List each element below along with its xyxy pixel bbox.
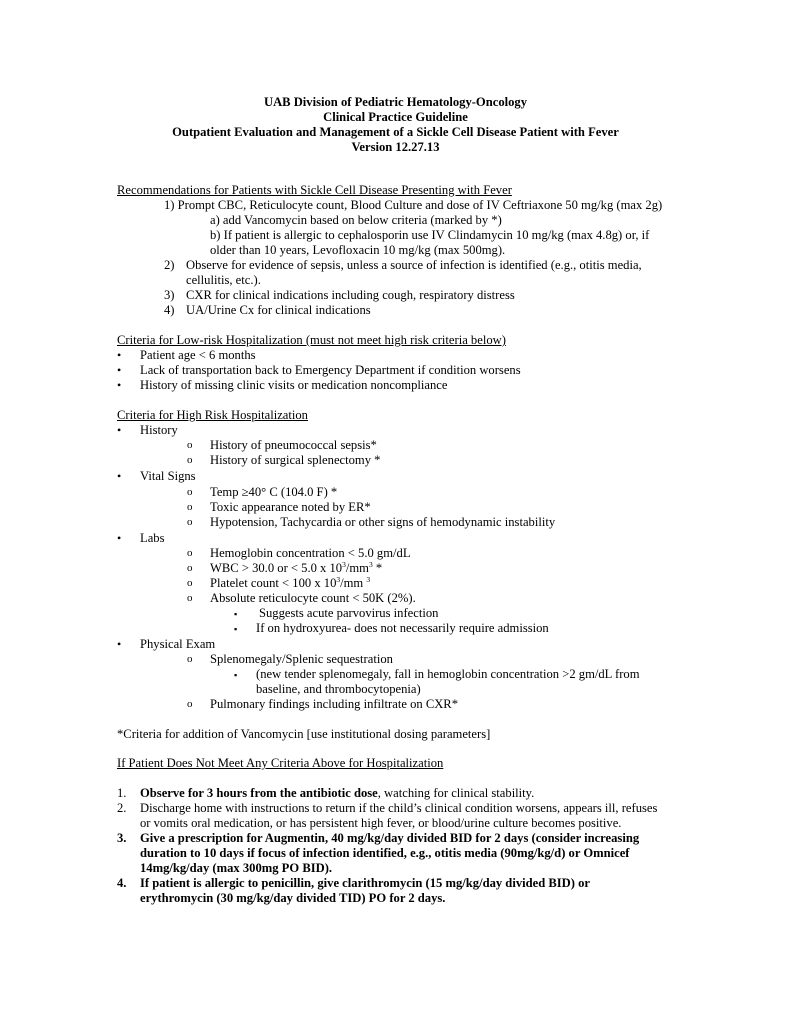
history-item: History of pneumococcal sepsis*	[210, 438, 377, 452]
recommendation-2-number: 2)	[164, 258, 175, 272]
discharge-1	[140, 786, 534, 801]
square-bullet-icon: ▪	[234, 609, 238, 619]
recommendation-1b-line1: b) If patient is allergic to cephalosporin use IV Clindamycin 10 mg/kg (max 4.8g) or, if	[210, 228, 650, 242]
platelet-unit-superscript: 3	[366, 575, 371, 584]
bullet-icon: •	[117, 348, 122, 362]
wbc-unit-superscript: 3	[368, 560, 373, 569]
reticulocyte-note: If on hydroxyurea- does not necessarily require admission	[256, 621, 549, 635]
high-risk-heading: Criteria for High Risk Hospitalization	[117, 408, 308, 422]
wbc-text: WBC > 30.0 or < 5.0 x 10	[210, 561, 343, 575]
discharge-4-line2: erythromycin (30 mg/kg/day divided TID) PO for 2 days.	[140, 891, 446, 905]
header-title: Outpatient Evaluation and Management of a Sickle Cell Disease Patient with Fever	[172, 125, 619, 139]
recommendation-1a: a) add Vancomycin based on below criteria (marked by *)	[210, 213, 502, 227]
square-bullet-icon: ▪	[234, 624, 238, 634]
discharge-3-line1: Give a prescription for Augmentin, 40 mg/kg/day divided BID for 2 days (consider increasing	[140, 831, 640, 845]
recommendation-2-line1: Observe for evidence of sepsis, unless a source of infection is identified (e.g., otitis media,	[186, 258, 642, 272]
circle-bullet-icon: o	[187, 592, 193, 604]
vital-signs-item: Hypotension, Tachycardia or other signs of hemodynamic instability	[210, 515, 556, 529]
circle-bullet-icon: o	[187, 439, 193, 451]
exam-spleen-detail-line2: baseline, and thrombocytopenia)	[256, 682, 421, 696]
platelet-superscript: 3	[336, 575, 341, 584]
low-risk-item: Patient age < 6 months	[140, 348, 256, 362]
labs-hemoglobin: Hemoglobin concentration < 5.0 gm/dL	[210, 546, 411, 560]
bullet-icon: •	[117, 531, 122, 545]
discharge-4-line1: If patient is allergic to penicillin, give clarithromycin (15 mg/kg/day divided BID) or	[140, 876, 590, 890]
discharge-3-line2: duration to 10 days if focus of infection identified, e.g., otitis media (90mg/kg/d) or Omnicef	[140, 846, 630, 860]
exam-pulmonary: Pulmonary findings including infiltrate on CXR*	[210, 697, 459, 711]
exam-spleen-detail-line1: (new tender splenomegaly, fall in hemoglobin concentration >2 gm/dL from	[256, 667, 640, 681]
labs-label: Labs	[140, 531, 165, 545]
circle-bullet-icon: o	[187, 562, 193, 574]
discharge-4-number: 4.	[117, 876, 127, 890]
circle-bullet-icon: o	[187, 516, 193, 528]
circle-bullet-icon: o	[187, 486, 193, 498]
physical-exam-label: Physical Exam	[140, 637, 216, 651]
recommendations-heading: Recommendations for Patients with Sickle Cell Disease Presenting with Fever	[117, 183, 512, 197]
history-item: History of surgical splenectomy *	[210, 453, 381, 467]
bullet-icon: •	[117, 637, 122, 651]
low-risk-heading: Criteria for Low-risk Hospitalization (must not meet high risk criteria below)	[117, 333, 506, 347]
recommendation-1b-line2: older than 10 years, Levofloxacin 10 mg/kg (max 500mg).	[210, 243, 506, 257]
header-division: UAB Division of Pediatric Hematology-Oncology	[263, 95, 528, 109]
wbc-superscript: 3	[342, 560, 346, 569]
wbc-unit: /mm	[345, 561, 369, 575]
platelet-unit: /mm	[340, 576, 367, 590]
circle-bullet-icon: o	[187, 454, 193, 466]
discharge-3-line3: 14mg/kg/day (max 300mg PO BID).	[140, 861, 333, 875]
low-risk-item: Lack of transportation back to Emergency Department if condition worsens	[140, 363, 521, 377]
discharge-1-number: 1.	[117, 786, 127, 800]
recommendation-2-line2: cellulitis, etc.).	[186, 273, 261, 287]
low-risk-item: History of missing clinic visits or medication noncompliance	[140, 378, 448, 392]
vital-signs-item: Toxic appearance noted by ER*	[210, 500, 371, 514]
recommendation-4: UA/Urine Cx for clinical indications	[186, 303, 371, 317]
header-version: Version 12.27.13	[351, 140, 440, 154]
bullet-icon: •	[117, 423, 122, 437]
wbc-asterisk: *	[372, 561, 383, 575]
labs-wbc	[210, 561, 382, 576]
exam-spleen: Splenomegaly/Splenic sequestration	[210, 652, 393, 666]
vital-signs-label: Vital Signs	[140, 469, 196, 483]
circle-bullet-icon: o	[187, 653, 193, 665]
discharge-2-number: 2.	[117, 801, 127, 815]
square-bullet-icon: ▪	[234, 670, 238, 680]
vancomycin-note: *Criteria for addition of Vancomycin [use institutional dosing parameters]	[117, 727, 491, 741]
reticulocyte-note: Suggests acute parvovirus infection	[259, 606, 439, 620]
discharge-2-line1: Discharge home with instructions to return if the child’s clinical condition worsens, appears ill, refuses	[140, 801, 658, 815]
discharge-2-line2: or vomits oral medication, or has persistent high fever, or blood/urine culture becomes positive.	[140, 816, 622, 830]
circle-bullet-icon: o	[187, 698, 193, 710]
circle-bullet-icon: o	[187, 577, 193, 589]
discharge-1-bold: Observe for 3 hours from the antibiotic dose	[140, 786, 378, 800]
platelet-text: Platelet count < 100 x 10	[210, 576, 337, 590]
recommendation-3-number: 3)	[164, 288, 175, 302]
recommendation-1: 1) Prompt CBC, Reticulocyte count, Blood Culture and dose of IV Ceftriaxone 50 mg/kg (max 2g)	[164, 198, 663, 212]
labs-reticulocyte: Absolute reticulocyte count < 50K (2%).	[210, 591, 416, 605]
header-guideline: Clinical Practice Guideline	[323, 110, 468, 124]
bullet-icon: •	[117, 378, 122, 392]
recommendation-4-number: 4)	[164, 303, 175, 317]
labs-platelet	[210, 576, 370, 591]
circle-bullet-icon: o	[187, 547, 193, 559]
discharge-heading: If Patient Does Not Meet Any Criteria Above for Hospitalization	[117, 756, 444, 770]
circle-bullet-icon: o	[187, 501, 193, 513]
recommendation-3: CXR for clinical indications including cough, respiratory distress	[186, 288, 515, 302]
history-label: History	[140, 423, 178, 437]
bullet-icon: •	[117, 469, 122, 483]
vital-signs-item: Temp ≥40° C (104.0 F) *	[210, 485, 338, 499]
bullet-icon: •	[117, 363, 122, 377]
discharge-1-rest: , watching for clinical stability.	[377, 786, 535, 800]
discharge-3-number: 3.	[117, 831, 127, 845]
